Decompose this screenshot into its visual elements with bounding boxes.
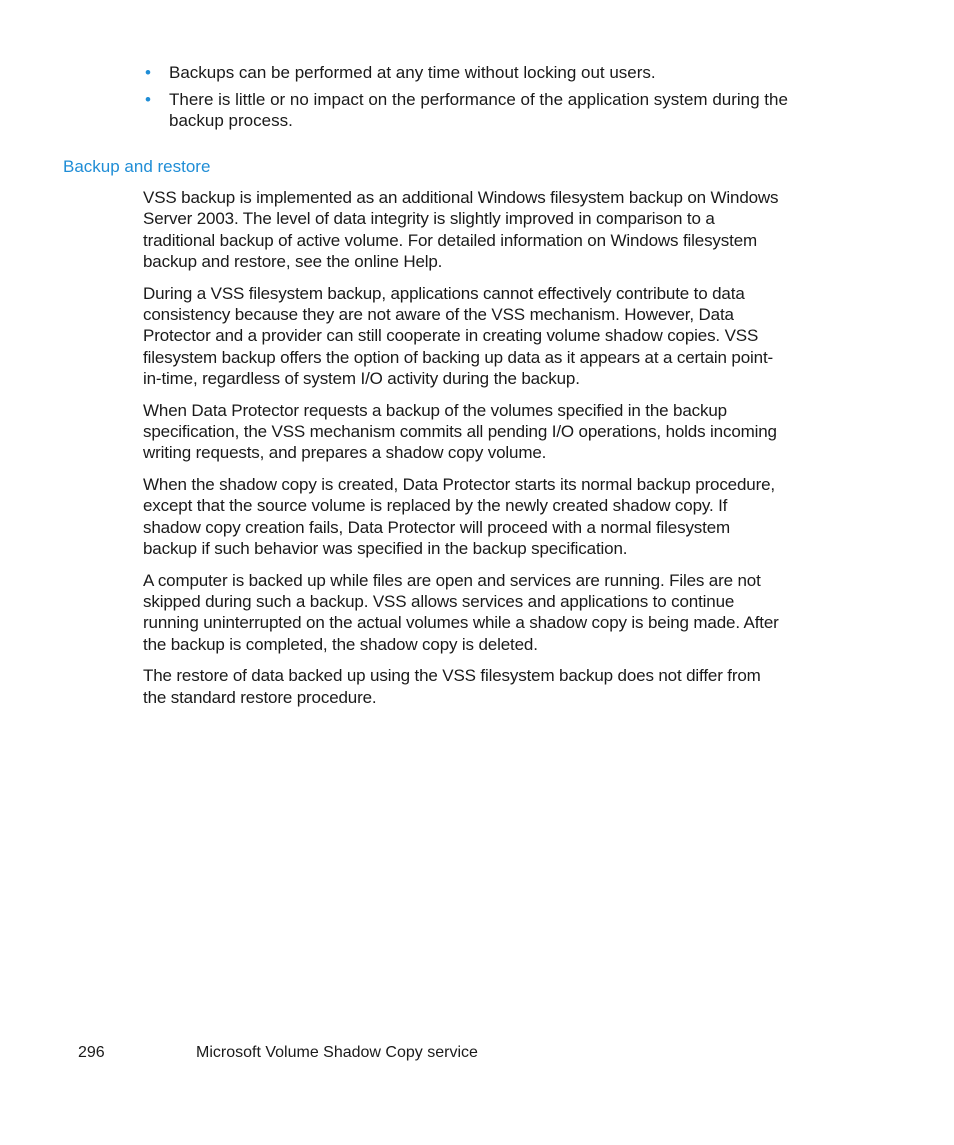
paragraph: When the shadow copy is created, Data Protector starts its normal backup procedure, except that the source volume is replaced by the newly created shadow copy. If shadow copy creation fails, Data Protector will proceed with a normal filesystem backup if such behavior was specified in the backup specification. — [143, 474, 775, 559]
bullet-text: There is little or no impact on the performance of the application system during the backup process. — [169, 89, 788, 130]
bullet-dot-icon: • — [145, 63, 151, 82]
paragraph: When Data Protector requests a backup of the volumes specified in the backup specification, the VSS mechanism commits all pending I/O operations, holds incoming writing requests, and prepares a shadow copy volume. — [143, 400, 777, 463]
paragraph: The restore of data backed up using the VSS filesystem backup does not differ from the standard restore procedure. — [143, 666, 761, 707]
list-item — [143, 89, 793, 132]
bullet-text: Backups can be performed at any time without locking out users. — [169, 63, 656, 82]
list-item — [143, 62, 793, 84]
bullet-dot-icon: • — [145, 89, 151, 109]
paragraph: A computer is backed up while files are open and services are running. Files are not skipped during such a backup. VSS allows services and applications to continue running uninterrupted on the actual volumes while a shadow copy is being made. After the backup is completed, the shadow copy is deleted. — [143, 570, 779, 654]
paragraph: VSS backup is implemented as an additional Windows filesystem backup on Windows Server 2003. The level of data integrity is slightly improved in comparison to a traditional backup of active volume. For detailed information on Windows filesystem backup and restore, see the online Help. — [143, 188, 779, 272]
bullet-list — [143, 62, 793, 137]
page-number: 296 — [78, 1044, 105, 1061]
footer-chapter-title: Microsoft Volume Shadow Copy service — [196, 1044, 478, 1061]
section-heading: Backup and restore — [63, 157, 211, 176]
section-body — [143, 187, 788, 718]
paragraph: During a VSS filesystem backup, applications cannot effectively contribute to data consistency because they are not aware of the VSS mechanism. However, Data Protector and a provider can still cooperate in creating volume shadow copies. VSS filesystem backup offers the option of backing up data as it appears at a certain point-in-time, regardless of system I/O activity during the backup. — [143, 283, 774, 389]
